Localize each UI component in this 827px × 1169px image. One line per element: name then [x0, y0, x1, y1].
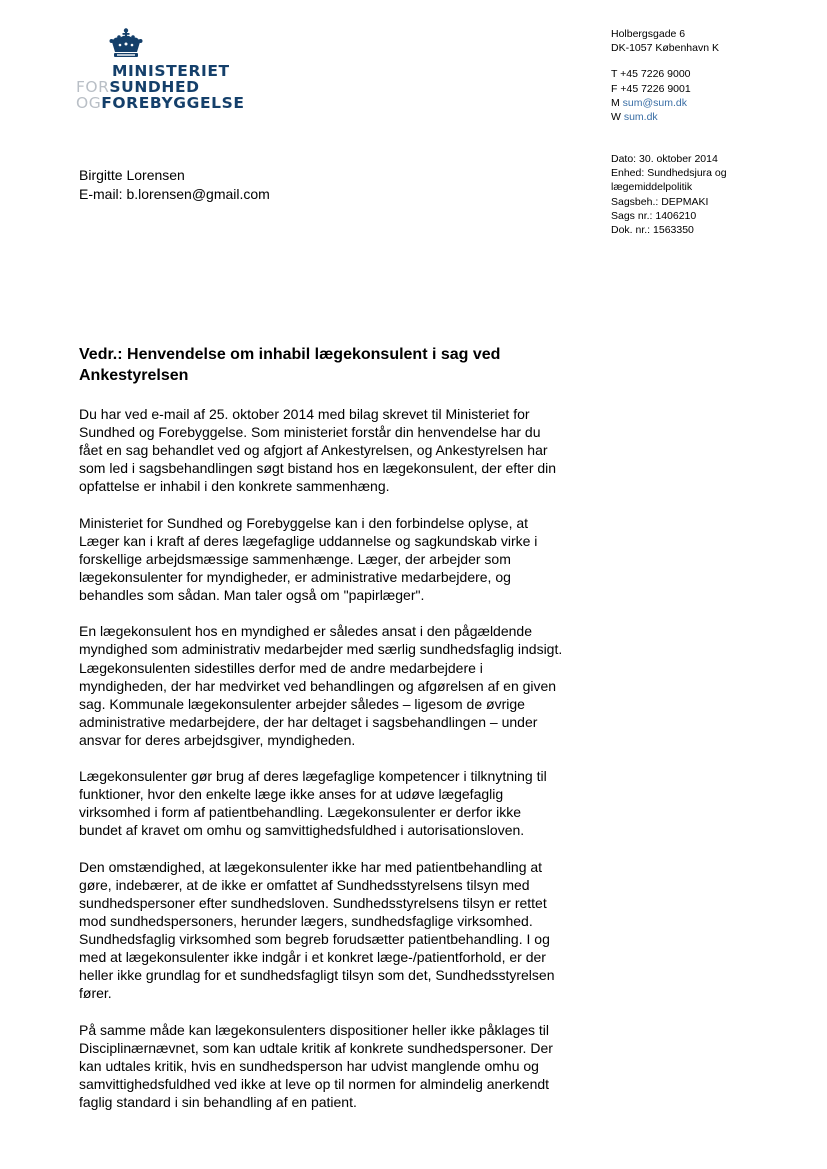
paragraph-line: virksomhed i form af patientbehandling. Lægekonsulenter er derfor ikke	[79, 804, 522, 821]
logo-word-sundhed: SUNDHED	[109, 78, 200, 96]
paragraph-line: fået en sag behandlet ved og afgjort af Ankestyrelsen, og Ankestyrelsen har	[79, 442, 548, 459]
phone-row	[611, 67, 719, 81]
paragraph-line: Læger kan i kraft af deres lægefaglige uddannelse og sagkundskab virke i	[79, 532, 538, 549]
paragraph-line: lægekonsulenter for myndigheder, er administrative medarbejdere, og	[79, 568, 511, 585]
email-link[interactable]: sum@sum.dk	[622, 96, 688, 109]
body-paragraph	[79, 405, 569, 495]
body-paragraph	[79, 622, 569, 749]
body-paragraph	[79, 514, 569, 604]
paragraph-line: fører.	[79, 985, 112, 1002]
paragraph-line: faglig standard i sin behandling af en patient.	[79, 1094, 357, 1111]
address-line-1: Holbergsgade 6	[611, 28, 686, 40]
letter-body	[79, 405, 569, 1129]
logo-wordmark	[76, 63, 245, 111]
mail-label: M	[611, 96, 620, 109]
paragraph-line: gøre, indebærer, at de ikke er omfattet af Sundhedsstyrelsens tilsyn med	[79, 876, 530, 893]
paragraph-line: bundet af kravet om omhu og samvittighedsfuldhed i autorisationsloven.	[79, 822, 525, 839]
paragraph-line: med at lægekonsulenter ikke indgår i et konkret læge-/patientforhold, er der	[79, 949, 546, 966]
paragraph-line: Ministeriet for Sundhed og Forebyggelse kan i den forbindelse oplyse, at	[79, 514, 529, 531]
logo-prefix-for: FOR	[76, 78, 110, 96]
recipient-name: Birgitte Lorensen	[79, 167, 185, 183]
meta-case-officer: Sagsbeh.: DEPMAKI	[611, 195, 709, 208]
ministry-logo	[76, 28, 276, 118]
web-link[interactable]: sum.dk	[623, 111, 658, 124]
meta-unit-line-2: lægemiddelpolitik	[611, 181, 693, 194]
paragraph-line: Lægekonsulenter gør brug af deres lægefaglige kompetencer i tilknytning til	[79, 768, 547, 785]
logo-prefix-og: OG	[76, 94, 102, 112]
logo-line-3	[76, 95, 245, 111]
paragraph-line: På samme måde kan lægekonsulenters dispositioner heller ikke påklages til	[79, 1021, 550, 1038]
body-paragraph	[79, 1021, 569, 1111]
paragraph-line: Den omstændighed, at lægekonsulenter ikke har med patientbehandling at	[79, 858, 543, 875]
meta-case-number: Sags nr.: 1406210	[611, 209, 697, 222]
letter-subject	[79, 345, 579, 386]
paragraph-line: ansvar for deres arbejdsgiver, myndigheden.	[79, 731, 356, 748]
paragraph-line: myndigheden, der har medvirket ved behandlingen og afgørelsen af en given	[79, 677, 557, 694]
meta-date: Dato: 30. oktober 2014	[611, 153, 718, 165]
paragraph-line: kan udtales kritik, hvis en sundhedsperson har udvist manglende omhu og	[79, 1057, 539, 1074]
logo-word-forebyggelse: FOREBYGGELSE	[101, 94, 245, 112]
paragraph-line: administrative medarbejdere, der har deltaget i sagsbehandlingen – under	[79, 713, 538, 730]
fax-value: +45 7226 9001	[620, 82, 691, 95]
phone-label: T	[611, 68, 618, 81]
address-line-2: DK-1057 København K	[611, 42, 719, 55]
paragraph-line: Lægekonsulenten sidestilles derfor med de andre medarbejdere i	[79, 659, 483, 676]
fax-label: F	[611, 82, 618, 95]
recipient-block	[79, 166, 270, 203]
subject-line-2: Ankestyrelsen	[79, 366, 189, 384]
paragraph-line: myndighed som administrativ medarbejder med særlig sundhedsfaglig indsigt.	[79, 641, 563, 658]
paragraph-line: samvittighedsfuldhed ved ikke at leve op til normen for almindelig anerkendt	[79, 1075, 550, 1092]
paragraph-line: som led i sagsbehandlingen søgt bistand hos en lægekonsulent, der efter din	[79, 460, 557, 477]
sender-contact-block	[611, 27, 719, 124]
paragraph-line: heller ikke grundlag for et sundhedsfagligt tilsyn som det, Sundhedsstyrelsen	[79, 967, 555, 984]
paragraph-line: Disciplinærnævnet, som kan udtale kritik af konkrete sundhedspersoner. Der	[79, 1039, 553, 1056]
body-paragraph	[79, 858, 569, 1003]
logo-line-2	[76, 79, 245, 95]
paragraph-line: mod sundhedspersoners, herunder lægers, sundhedsfaglige virksomhed.	[79, 913, 533, 929]
paragraph-line: behandles som sådan. Man taler også om "papirlæger".	[79, 587, 425, 604]
subject-line-1: Vedr.: Henvendelse om inhabil lægekonsulent i sag ved	[79, 346, 501, 363]
body-paragraph	[79, 767, 569, 839]
paragraph-line: funktioner, hvor den enkelte læge ikke anses for at udøve lægefaglig	[79, 786, 504, 803]
paragraph-line: Sundhedsfaglig virksomhed som begreb forudsætter patientbehandling. I og	[79, 931, 550, 948]
document-meta-block	[611, 152, 727, 237]
paragraph-line: Du har ved e-mail af 25. oktober 2014 med bilag skrevet til Ministeriet for	[79, 406, 530, 422]
meta-document-number: Dok. nr.: 1563350	[611, 224, 694, 237]
crown-icon	[108, 28, 144, 62]
web-label: W	[611, 111, 621, 124]
meta-unit-line-1: Enhed: Sundhedsjura og	[611, 167, 727, 180]
recipient-email: E-mail: b.lorensen@gmail.com	[79, 185, 270, 202]
paragraph-line: forskellige arbejdsmæssige sammenhænge. Læger, der arbejder som	[79, 550, 511, 567]
phone-value: +45 7226 9000	[620, 68, 691, 81]
paragraph-line: sundhedspersoner efter sundhedsloven. Sundhedsstyrelsens tilsyn er rettet	[79, 894, 547, 911]
paragraph-line: sag. Kommunale lægekonsulenter arbejder således – ligesom de øvrige	[79, 695, 525, 712]
paragraph-line: opfattelse er inhabil i den konkrete sammenhæng.	[79, 478, 390, 495]
web-row	[611, 110, 719, 124]
paragraph-line: Sundhed og Forebyggelse. Som ministeriet forstår din henvendelse har du	[79, 424, 541, 441]
paragraph-line: En lægekonsulent hos en myndighed er således ansat i den pågældende	[79, 623, 532, 640]
fax-row	[611, 82, 719, 96]
logo-line-1: MINISTERIET	[112, 62, 230, 80]
mail-row	[611, 96, 719, 110]
